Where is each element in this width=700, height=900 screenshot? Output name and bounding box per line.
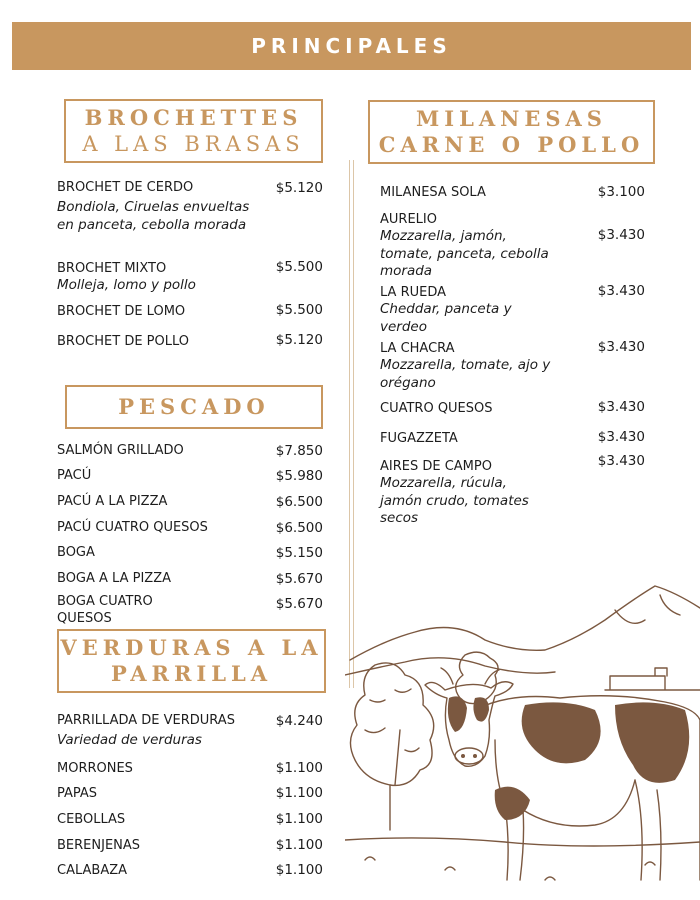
cow-spot: [473, 697, 489, 721]
item-price: $5.120: [275, 180, 323, 196]
menu-item: [57, 493, 167, 510]
item-price: $1.100: [275, 811, 323, 827]
menu-item-brochet-cerdo: [57, 179, 267, 234]
cow-farm-illustration: [345, 580, 700, 900]
cow-spot: [522, 702, 601, 763]
menu-item: [57, 593, 187, 627]
tree-outline: [350, 663, 433, 785]
item-description: Mozzarella, jamón, tomate, panceta, cebolla morada: [380, 228, 549, 279]
item-name: PACÚ CUATRO QUESOS: [57, 520, 208, 535]
item-price: $5.980: [275, 468, 323, 484]
item-price: $5.670: [275, 571, 323, 587]
item-price: $3.430: [597, 339, 645, 355]
item-description: Molleja, lomo y pollo: [57, 277, 196, 293]
item-description: Variedad de verduras: [57, 732, 202, 748]
milanesas-title-line1: MILANESAS: [416, 106, 607, 131]
item-name: MORRONES: [57, 761, 133, 776]
item-price: $5.120: [275, 332, 323, 348]
item-name: AIRES DE CAMPO: [380, 459, 492, 474]
menu-item: [57, 570, 171, 587]
item-description: Cheddar, panceta y verdeo: [380, 301, 512, 335]
item-price: $1.100: [275, 760, 323, 776]
item-name: BOGA CUATRO QUESOS: [57, 594, 153, 626]
menu-item: [57, 862, 127, 879]
item-name: CUATRO QUESOS: [380, 401, 493, 416]
item-price: $7.850: [275, 443, 323, 459]
item-price: $3.430: [597, 399, 645, 415]
brochettes-title-line1: BROCHETTES: [84, 105, 303, 130]
item-price: $5.670: [275, 596, 323, 612]
milanesas-header: [368, 100, 655, 164]
menu-item: [57, 837, 140, 854]
item-price: $1.100: [275, 785, 323, 801]
verduras-title-line2: PARRILLA: [110, 661, 273, 686]
menu-item: [57, 442, 184, 459]
item-name: BERENJENAS: [57, 838, 141, 853]
item-price: $4.240: [275, 713, 323, 729]
item-name: BROCHET DE LOMO: [57, 304, 186, 319]
item-name: FUGAZZETA: [380, 431, 458, 446]
item-name: BROCHET DE POLLO: [57, 334, 190, 349]
mountain-outline: [350, 586, 700, 660]
item-name: PARRILLADA DE VERDURAS: [57, 713, 235, 728]
item-price: $5.150: [275, 545, 323, 561]
item-name: AURELIO: [380, 212, 437, 227]
cow-spot: [448, 696, 467, 732]
cow-spot: [615, 702, 689, 782]
menu-item: [380, 184, 486, 201]
item-price: $5.500: [275, 259, 323, 275]
item-price: $3.430: [597, 283, 645, 299]
item-name: BOGA A LA PIZZA: [57, 571, 171, 586]
pescado-title: PESCADO: [118, 394, 270, 419]
brochettes-header: [64, 99, 323, 163]
menu-item: [380, 400, 493, 417]
page-title: PRINCIPALES: [251, 34, 452, 58]
item-name: LA CHACRA: [380, 341, 455, 356]
brochettes-title-line2: A LAS BRASAS: [82, 132, 305, 156]
item-price: $3.430: [597, 227, 645, 243]
item-name: SALMÓN GRILLADO: [57, 443, 184, 458]
item-name: BOGA: [57, 545, 95, 560]
item-price: $1.100: [275, 837, 323, 853]
pescado-header: [65, 385, 323, 429]
item-price: $1.100: [275, 862, 323, 878]
menu-item: [57, 519, 208, 536]
item-name: CALABAZA: [57, 863, 128, 878]
menu-item-la-rueda: [380, 284, 540, 336]
item-price: $6.500: [275, 520, 323, 536]
item-name: PACÚ: [57, 468, 92, 483]
menu-item-brochet-pollo: [57, 333, 189, 350]
menu-item: [57, 785, 97, 802]
cow-spot: [495, 787, 530, 820]
item-name: PAPAS: [57, 786, 98, 801]
item-price: $3.430: [597, 429, 645, 445]
barn-outline: [605, 668, 700, 690]
menu-item-brochet-lomo: [57, 303, 185, 320]
item-description: Mozzarella, rúcula, jamón crudo, tomates secos: [380, 475, 529, 526]
menu-item: [57, 811, 125, 828]
item-description: Bondiola, Ciruelas envueltas en panceta, cebolla morada: [57, 199, 250, 233]
menu-item-la-chacra: [380, 340, 565, 392]
cow-head-outline: [425, 682, 513, 767]
milanesas-title-line2: CARNE O POLLO: [378, 132, 645, 157]
item-price: $6.500: [275, 494, 323, 510]
item-name: LA RUEDA: [380, 285, 447, 300]
page-banner: [12, 22, 691, 70]
menu-item: [57, 544, 95, 561]
item-name: CEBOLLAS: [57, 812, 126, 827]
menu-item-brochet-mixto: [57, 260, 267, 295]
menu-item-parrillada: [57, 712, 267, 750]
item-name: MILANESA SOLA: [380, 185, 486, 200]
menu-item: [380, 430, 458, 447]
menu-item-aurelio: [380, 211, 550, 281]
item-description: Mozzarella, tomate, ajo y orégano: [380, 357, 551, 391]
item-name: BROCHET DE CERDO: [57, 180, 194, 195]
menu-item-aires-de-campo: [380, 458, 545, 528]
verduras-header: [57, 629, 326, 693]
menu-item: [57, 467, 91, 484]
tree-outline: [456, 652, 498, 703]
mountain-outline: [345, 658, 555, 675]
item-price: $3.100: [597, 184, 645, 200]
item-price: $3.430: [597, 453, 645, 469]
item-price: $5.500: [275, 302, 323, 318]
item-name: BROCHET MIXTO: [57, 261, 167, 276]
verduras-title-line1: VERDURAS A LA: [60, 635, 323, 660]
menu-item: [57, 760, 133, 777]
item-name: PACÚ A LA PIZZA: [57, 494, 168, 509]
